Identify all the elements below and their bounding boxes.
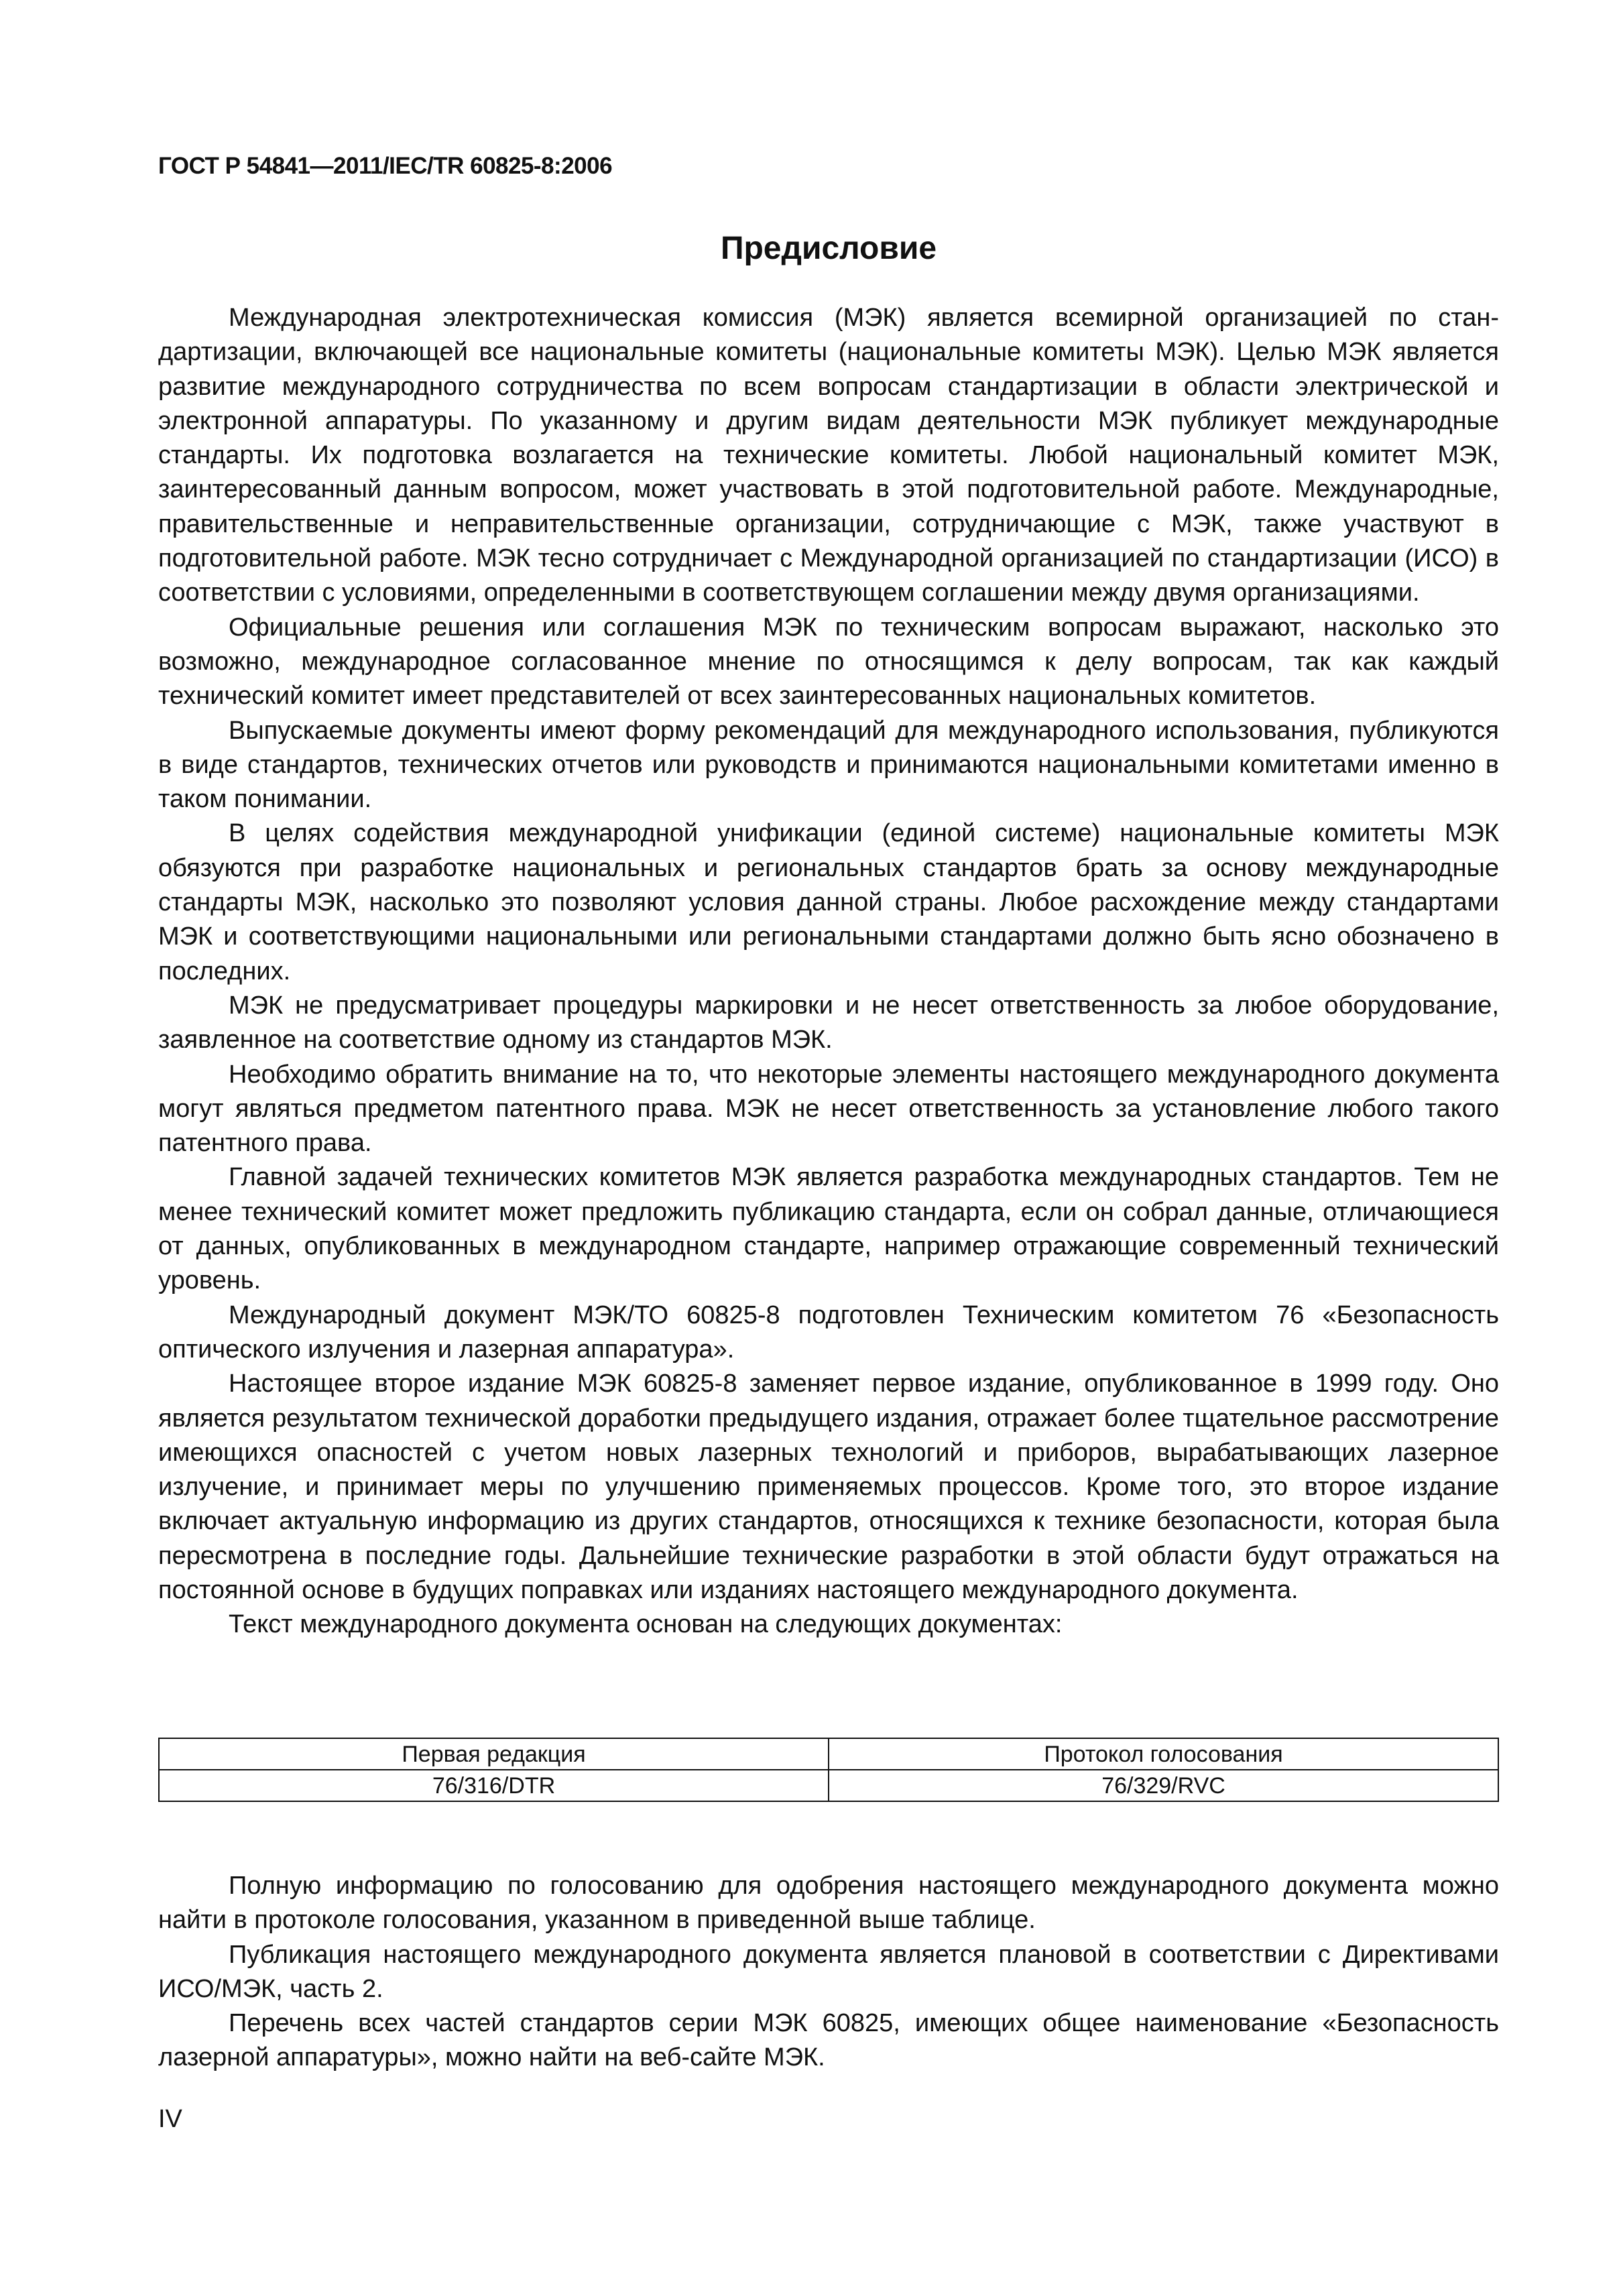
paragraph: Необходимо обратить внимание на то, что некоторые элементы настоящего международного документа могут являться предметом патентного права. МЭК не несет ответственность за установление любого такого патентного права.: [158, 1060, 1499, 1158]
table-header-cell: Протокол голосования: [829, 1738, 1498, 1770]
page-number: IV: [158, 2105, 182, 2133]
table-cell: 76/316/DTR: [159, 1770, 829, 1801]
foreword-body-after-table: [158, 1869, 1499, 2075]
paragraph: Международная электротехническая комиссия (МЭК) является всемирной организацией по стандартизации, включающей все национальные комитеты (национальные комитеты МЭК). Целью МЭК является развитие международного сотрудничества по всем вопросам стандартизации в области электрической и электронной аппаратуры. По указанному и другим видам деятельности МЭК публикует международные стандарты. Их подготовка возлагается на технические комитеты. Любой национальный комитет МЭК, заинтересованный данным вопросом, может участвовать в этой подготовительной работе. Международные, правительственные и неправительственные организации, сотрудничающие с МЭК, также участвуют в подготовительной работе. МЭК тесно сотрудничает с Международной организацией по стандартизации (ИСО) в соответствии с условиями, определенными в соответствующем соглашении между двумя организациями.: [158, 304, 1499, 607]
paragraph: Международный документ МЭК/ТО 60825-8 подготовлен Техническим комитетом 76 «Безопасность оптического излучения и лазерная аппаратура».: [158, 1301, 1499, 1364]
table-cell: 76/329/RVC: [829, 1770, 1498, 1801]
paragraph: МЭК не предусматривает процедуры маркировки и не несет ответственность за любое оборудование, заявленное на соответствие одному из стандартов МЭК.: [158, 991, 1499, 1054]
table-row: [159, 1770, 1498, 1801]
paragraph: Выпускаемые документы имеют форму рекомендаций для международного использования, публикуются в виде стандартов, технических отчетов или руководств и принимаются национальными комитетами именно в таком понимании.: [158, 716, 1499, 814]
paragraph: Полную информацию по голосованию для одобрения настоящего международного документа можно найти в протоколе голосования, указанном в приведенной выше таблице.: [158, 1872, 1499, 1935]
page-title: Предисловие: [720, 231, 937, 266]
paragraph: Главной задачей технических комитетов МЭК является разработка международных стандартов. Тем не менее технический комитет может предложить публикацию стандарта, если он собрал данные, отличающиеся от данных, опубликованных в международном стандарте, например отражающие современный технический уровень.: [158, 1163, 1499, 1295]
paragraph: Текст международного документа основан на следующих документах:: [229, 1610, 1063, 1639]
paragraph: Перечень всех частей стандартов серии МЭК 60825, имеющих общее наименование «Безопасность лазерной аппаратуры», можно найти на веб-сайте МЭК.: [158, 2009, 1499, 2072]
paragraph: В целях содействия международной унификации (единой системе) национальные комитеты МЭК обязуются при разработке национальных и региональных стандартов брать за основу международные стандарты МЭК, насколько это позволяют условия данной страны. Любое расхождение между стандартами МЭК и соответствующими национальными или региональными стандартами должно быть ясно обозначено в последних.: [158, 819, 1499, 985]
paragraph: Официальные решения или соглашения МЭК по техническим вопросам выражают, насколько это возможно, международное согласованное мнение по относящимся к делу вопросам, так как каждый технический комитет имеет представителей от всех заинтересованных национальных комитетов.: [158, 613, 1499, 711]
standard-code-header: ГОСТ Р 54841—2011/IEC/TR 60825-8:2006: [158, 153, 613, 179]
paragraph: Публикация настоящего международного документа является плановой в соответствии с Директивами ИСО/МЭК, часть 2.: [158, 1940, 1499, 2003]
table-header-row: [159, 1738, 1498, 1770]
table-header-cell: Первая редакция: [159, 1738, 829, 1770]
foreword-body: [158, 301, 1499, 1642]
paragraph: Настоящее второе издание МЭК 60825-8 заменяет первое издание, опубликованное в 1999 году. Оно является результатом технической доработки предыдущего издания, отражает более тщательное рассмотрение имеющихся опасностей с учетом новых лазерных технологий и приборов, вырабатывающих лазерное излучение, и принимает меры по улучшению применяемых процессов. Кроме того, это второе издание включает актуальную информацию из других стандартов, относящихся к технике безопасности, которая была пересмотрена в последние годы. Дальнейшие технические разработки в этой области будут отражаться на постоянной основе в будущих поправках или изданиях настоящего международного документа.: [158, 1370, 1499, 1604]
documents-table: [158, 1738, 1499, 1802]
